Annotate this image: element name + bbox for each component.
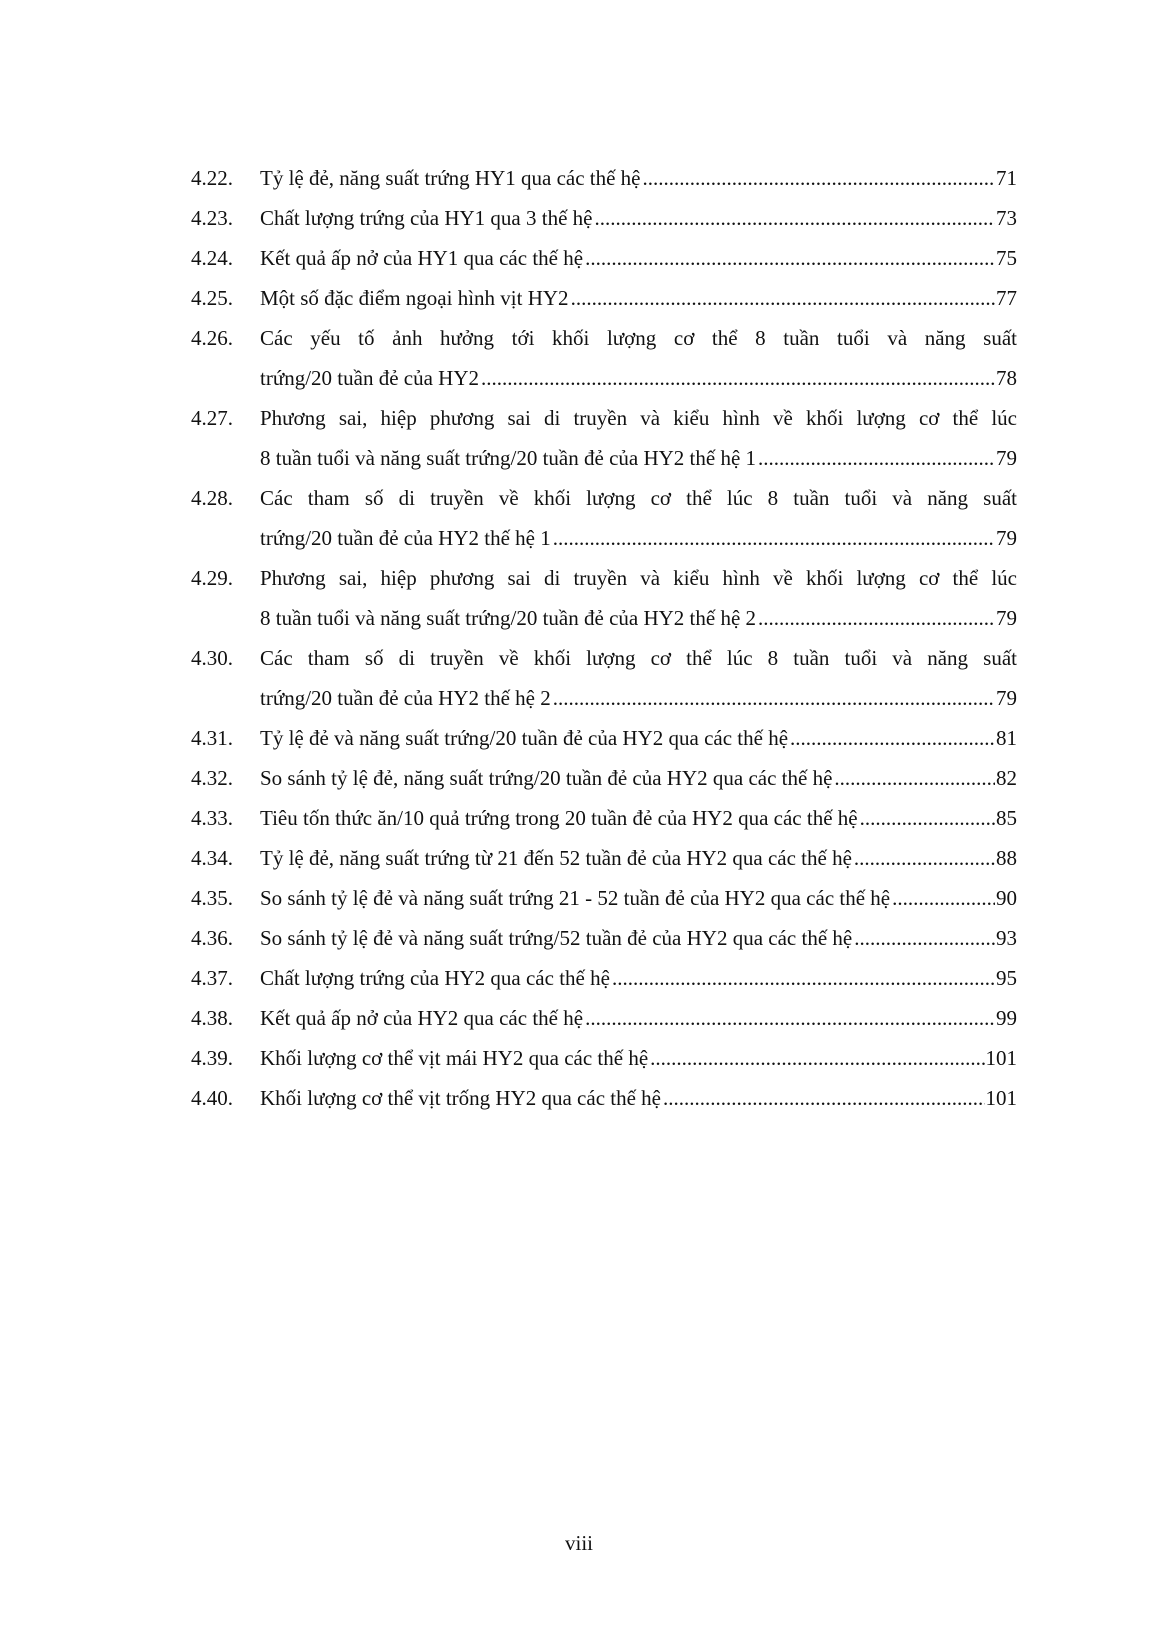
toc-entry[interactable]: [191, 318, 1017, 398]
toc-entry[interactable]: [191, 558, 1017, 638]
toc-entry-title: trứng/20 tuần đẻ của HY2 thế hệ 1: [260, 526, 551, 550]
toc-entry-body: [260, 558, 1017, 638]
dot-leader: [854, 838, 995, 878]
toc-entry-page: 79: [996, 526, 1017, 550]
dot-leader: [758, 598, 995, 638]
dot-leader: [860, 798, 995, 838]
toc-entry-body: [260, 198, 1017, 238]
toc-entry-page: 79: [996, 686, 1017, 710]
dot-leader: [571, 278, 995, 318]
toc-entry-last-line: [260, 918, 1017, 958]
toc-entry-last-line: [260, 998, 1017, 1038]
toc-entry-last-line: [260, 1038, 1017, 1078]
toc-entry-number: 4.28.: [191, 486, 233, 510]
toc-entry-page: 77: [996, 286, 1017, 310]
toc-entry-last-line: [260, 518, 1017, 558]
toc-entry-title: So sánh tỷ lệ đẻ và năng suất trứng 21 - 52 tuần đẻ của HY2 qua các thế hệ: [260, 886, 891, 910]
toc-entry-number: 4.26.: [191, 326, 233, 350]
toc-entry-title: 8 tuần tuổi và năng suất trứng/20 tuần đẻ của HY2 thế hệ 1: [260, 446, 757, 470]
toc-entry-body: [260, 238, 1017, 278]
toc-entry-last-line: [260, 678, 1017, 718]
toc-entry-number: 4.36.: [191, 926, 233, 950]
toc-entry-last-line: [260, 758, 1017, 798]
toc-entry-number: 4.37.: [191, 966, 233, 990]
toc-entry-body: [260, 1038, 1017, 1078]
toc-entry-title: Khối lượng cơ thể vịt mái HY2 qua các thế hệ: [260, 1046, 649, 1070]
toc-entry-title-line: Phương sai, hiệp phương sai di truyền và kiểu hình về khối lượng cơ thể lúc: [260, 566, 1017, 590]
toc-entry[interactable]: [191, 718, 1017, 758]
toc-entry-body: [260, 158, 1017, 198]
toc-entry-last-line: [260, 958, 1017, 998]
toc-entry[interactable]: [191, 1078, 1017, 1118]
toc-entry-last-line: [260, 718, 1017, 758]
toc-entry-body: [260, 718, 1017, 758]
toc-entry-last-line: [260, 838, 1017, 878]
toc-entry[interactable]: [191, 838, 1017, 878]
toc-entry-body: [260, 918, 1017, 958]
toc-entry-number: 4.25.: [191, 286, 233, 310]
toc-entry-page: 99: [996, 1006, 1017, 1030]
toc-entry[interactable]: [191, 638, 1017, 718]
toc-entry[interactable]: [191, 398, 1017, 478]
toc-entry-title: Tiêu tốn thức ăn/10 quả trứng trong 20 tuần đẻ của HY2 qua các thế hệ: [260, 806, 858, 830]
dot-leader: [585, 998, 995, 1038]
toc-entry-number: 4.30.: [191, 646, 233, 670]
toc-entry-title: So sánh tỷ lệ đẻ và năng suất trứng/52 tuần đẻ của HY2 qua các thế hệ: [260, 926, 853, 950]
dot-leader: [834, 758, 995, 798]
toc-entry-body: [260, 398, 1017, 478]
toc-entry-page: 101: [985, 1046, 1017, 1070]
dot-leader: [758, 438, 995, 478]
toc-entry[interactable]: [191, 998, 1017, 1038]
toc-entry-title: trứng/20 tuần đẻ của HY2: [260, 366, 479, 390]
toc-entry-body: [260, 478, 1017, 558]
toc-entry-page: 78: [996, 366, 1017, 390]
toc-entry[interactable]: [191, 958, 1017, 998]
toc-entry-page: 95: [996, 966, 1017, 990]
toc-entry-title: Tỷ lệ đẻ, năng suất trứng HY1 qua các thế hệ: [260, 166, 641, 190]
toc-entry-page: 88: [996, 846, 1017, 870]
toc-entry-page: 82: [996, 766, 1017, 790]
toc-entry-page: 81: [996, 726, 1017, 750]
toc-entry-body: [260, 958, 1017, 998]
toc-entry-number: 4.29.: [191, 566, 233, 590]
toc-entry[interactable]: [191, 1038, 1017, 1078]
toc-entry-last-line: [260, 238, 1017, 278]
dot-leader: [892, 878, 995, 918]
toc-entry-page: 93: [996, 926, 1017, 950]
toc-entry-number: 4.35.: [191, 886, 233, 910]
toc-entry-body: [260, 878, 1017, 918]
dot-leader: [790, 718, 995, 758]
toc-entry-page: 90: [996, 886, 1017, 910]
toc-entry-title: Tỷ lệ đẻ, năng suất trứng từ 21 đến 52 tuần đẻ của HY2 qua các thế hệ: [260, 846, 852, 870]
toc-entry-page: 75: [996, 246, 1017, 270]
toc-entry-last-line: [260, 198, 1017, 238]
toc-entry-body: [260, 998, 1017, 1038]
toc-entry-page: 79: [996, 446, 1017, 470]
toc-entry-number: 4.40.: [191, 1086, 233, 1110]
toc-entry[interactable]: [191, 158, 1017, 198]
toc-entry-number: 4.31.: [191, 726, 233, 750]
toc-entry-title: Kết quả ấp nở của HY2 qua các thế hệ: [260, 1006, 584, 1030]
dot-leader: [650, 1038, 984, 1078]
toc-entry[interactable]: [191, 878, 1017, 918]
dot-leader: [481, 358, 995, 398]
dot-leader: [553, 678, 995, 718]
toc-entry-number: 4.24.: [191, 246, 233, 270]
toc-entry-title: So sánh tỷ lệ đẻ, năng suất trứng/20 tuần đẻ của HY2 qua các thế hệ: [260, 766, 833, 790]
toc-entry-title: Chất lượng trứng của HY2 qua các thế hệ: [260, 966, 610, 990]
toc-entry-body: [260, 318, 1017, 398]
toc-entry-page: 101: [985, 1086, 1017, 1110]
page-number: viii: [564, 1531, 593, 1555]
toc-entry-page: 79: [996, 606, 1017, 630]
toc-entry-last-line: [260, 1078, 1017, 1118]
toc-entry[interactable]: [191, 758, 1017, 798]
table-of-contents: [191, 158, 1017, 1118]
toc-entry-title: Khối lượng cơ thể vịt trống HY2 qua các thế hệ: [260, 1086, 661, 1110]
toc-entry-title: 8 tuần tuổi và năng suất trứng/20 tuần đẻ của HY2 thế hệ 2: [260, 606, 757, 630]
toc-entry-last-line: [260, 158, 1017, 198]
toc-entry-number: 4.32.: [191, 766, 233, 790]
toc-entry[interactable]: [191, 238, 1017, 278]
toc-entry-body: [260, 1078, 1017, 1118]
toc-entry-title-line: Các yếu tố ảnh hưởng tới khối lượng cơ thể 8 tuần tuổi và năng suất: [260, 326, 1017, 350]
toc-entry-last-line: [260, 878, 1017, 918]
dot-leader: [585, 238, 995, 278]
toc-entry-page: 85: [996, 806, 1017, 830]
toc-entry-body: [260, 638, 1017, 718]
toc-entry[interactable]: [191, 198, 1017, 238]
toc-entry-title-line: Các tham số di truyền về khối lượng cơ thể lúc 8 tuần tuổi và năng suất: [260, 646, 1017, 670]
toc-entry-last-line: [260, 598, 1017, 638]
toc-entry-last-line: [260, 438, 1017, 478]
dot-leader: [553, 518, 995, 558]
toc-entry-body: [260, 278, 1017, 318]
toc-entry-title-line: Các tham số di truyền về khối lượng cơ thể lúc 8 tuần tuổi và năng suất: [260, 486, 1017, 510]
toc-entry-number: 4.38.: [191, 1006, 233, 1030]
toc-entry-last-line: [260, 278, 1017, 318]
toc-entry-number: 4.34.: [191, 846, 233, 870]
toc-entry-page: 71: [996, 166, 1017, 190]
toc-entry-number: 4.39.: [191, 1046, 233, 1070]
toc-entry-last-line: [260, 798, 1017, 838]
toc-entry-number: 4.33.: [191, 806, 233, 830]
toc-entry-title: Kết quả ấp nở của HY1 qua các thế hệ: [260, 246, 584, 270]
toc-entry-body: [260, 838, 1017, 878]
toc-entry-title: Một số đặc điểm ngoại hình vịt HY2: [260, 286, 569, 310]
toc-entry-page: 73: [996, 206, 1017, 230]
toc-entry-number: 4.22.: [191, 166, 233, 190]
dot-leader: [643, 158, 995, 198]
toc-entry-number: 4.23.: [191, 206, 233, 230]
toc-entry-body: [260, 798, 1017, 838]
dot-leader: [594, 198, 995, 238]
dot-leader: [854, 918, 995, 958]
toc-entry[interactable]: [191, 918, 1017, 958]
dot-leader: [612, 958, 995, 998]
toc-entry-title: Tỷ lệ đẻ và năng suất trứng/20 tuần đẻ của HY2 qua các thế hệ: [260, 726, 789, 750]
toc-entry-title: trứng/20 tuần đẻ của HY2 thế hệ 2: [260, 686, 551, 710]
toc-entry-title-line: Phương sai, hiệp phương sai di truyền và kiểu hình về khối lượng cơ thể lúc: [260, 406, 1017, 430]
toc-entry[interactable]: [191, 798, 1017, 838]
toc-entry[interactable]: [191, 278, 1017, 318]
toc-entry-number: 4.27.: [191, 406, 233, 430]
toc-entry-title: Chất lượng trứng của HY1 qua 3 thế hệ: [260, 206, 593, 230]
dot-leader: [663, 1078, 985, 1118]
toc-entry-last-line: [260, 358, 1017, 398]
toc-entry-body: [260, 758, 1017, 798]
toc-entry[interactable]: [191, 478, 1017, 558]
